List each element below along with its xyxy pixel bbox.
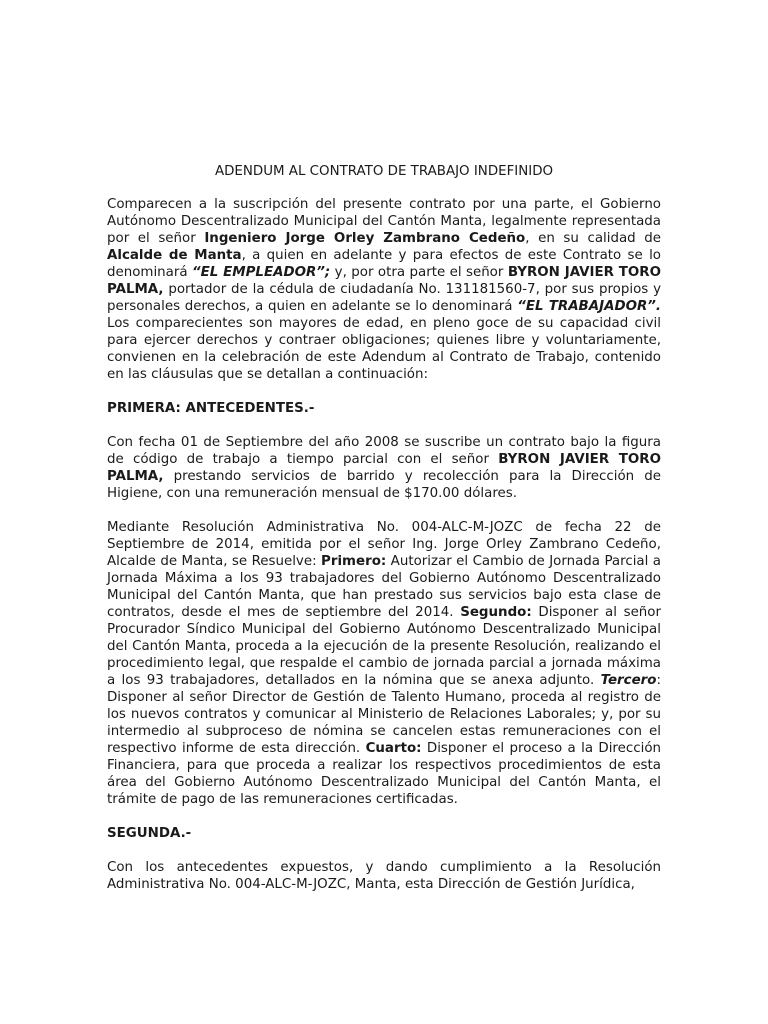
- primera-p1-text-2: prestando servicios de barrido y recolección para la Dirección de Higiene, con una remuneración mensual de $170.00 dólares.: [107, 469, 661, 501]
- segunda-paragraph-1: Con los antecedentes expuestos, y dando cumplimiento a la Resolución Administrativa No. 004-ALC-M-JOZC, Manta, esta Dirección de Gestión Jurídica,: [107, 860, 661, 892]
- intro-text-5: portador de la cédula de ciudadanía No. 131181560-7, por sus propios y personales derechos, a quien en adelante se lo denominará: [107, 282, 661, 314]
- resolution-tercero: Tercero: [600, 673, 657, 688]
- intro-paragraph: [107, 196, 661, 383]
- worker-designation: “EL TRABAJADOR”.: [517, 299, 661, 314]
- employer-designation: “EL EMPLEADOR”;: [192, 265, 331, 280]
- resolution-primero: Primero:: [321, 554, 387, 569]
- resolution-segundo: Segundo:: [460, 605, 532, 620]
- employer-representative-name: Ingeniero Jorge Orley Zambrano Cedeño: [204, 231, 526, 246]
- primera-p2-text-3: Disponer al señor Procurador Síndico Municipal del Gobierno Autónomo Descentralizado Municipal del Cantón Manta, proceda a la ejecución de la presente Resolución, realizando el procedimiento legal, que respalde el cambio de jornada parcial a jornada máxima a los 93 trabajadores, detallados en la nómina que se anexa adjunto.: [107, 605, 661, 688]
- intro-text-2: , en su calidad de: [525, 231, 661, 246]
- primera-paragraph-1: [107, 434, 661, 502]
- intro-text-4: y, por otra parte el señor: [330, 265, 508, 280]
- worker-name: BYRON JAVIER TORO PALMA,: [107, 265, 661, 297]
- primera-paragraph-2: [107, 519, 661, 808]
- document-page: [107, 163, 661, 910]
- primera-p2-text-2: Autorizar el Cambio de Jornada Parcial a Jornada Máxima a los 93 trabajadores del Gobierno Autónomo Descentralizado Municipal del Cantón Manta, que han prestado sus servicios bajo esta clase de contratos, desde el mes de septiembre del 2014.: [107, 554, 661, 620]
- primera-p1-text-1: Con fecha 01 de Septiembre del año 2008 se suscribe un contrato bajo la figura de código de trabajo a tiempo parcial con el señor: [107, 435, 661, 467]
- document-title: ADENDUM AL CONTRATO DE TRABAJO INDEFINIDO: [214, 164, 554, 179]
- intro-text-3: , a quien en adelante y para efectos de este Contrato se lo denominará: [107, 248, 661, 280]
- segunda-heading: SEGUNDA.-: [107, 826, 192, 841]
- intro-text-1: Comparecen a la suscripción del presente contrato por una parte, el Gobierno Autónomo Descentralizado Municipal del Cantón Manta, legalmente representada por el señor: [107, 197, 661, 246]
- primera-p2-text-1: Mediante Resolución Administrativa No. 004-ALC-M-JOZC de fecha 22 de Septiembre de 2014, emitida por el señor Ing. Jorge Orley Zambrano Cedeño, Alcalde de Manta, se Resuelve:: [107, 520, 661, 569]
- primera-p1-worker-name: BYRON JAVIER TORO PALMA,: [107, 452, 661, 484]
- primera-p2-text-4: : Disponer al señor Director de Gestión de Talento Humano, proceda al registro de los nuevos contratos y comunicar al Ministerio de Relaciones Laborales; y, por su intermedio al subproceso de nómina se cancelen estas remuneraciones con el respectivo informe de esta dirección.: [107, 673, 661, 756]
- primera-p2-text-5: Disponer el proceso a la Dirección Financiera, para que proceda a realizar los respectivos procedimientos de esta área del Gobierno Autónomo Descentralizado Municipal del Cantón Manta, el trámite de pago de las remuneraciones certificadas.: [107, 741, 662, 807]
- mayor-title: Alcalde de Manta: [107, 248, 242, 263]
- primera-heading: PRIMERA: ANTECEDENTES.-: [107, 401, 315, 416]
- intro-text-6: Los comparecientes son mayores de edad, en pleno goce de su capacidad civil para ejercer derechos y contraer obligaciones; quienes libre y voluntariamente, convienen en la celebración de este Adendum al Contrato de Trabajo, contenido en las cláusulas que se detallan a continuación:: [107, 316, 661, 382]
- resolution-cuarto: Cuarto:: [365, 741, 422, 756]
